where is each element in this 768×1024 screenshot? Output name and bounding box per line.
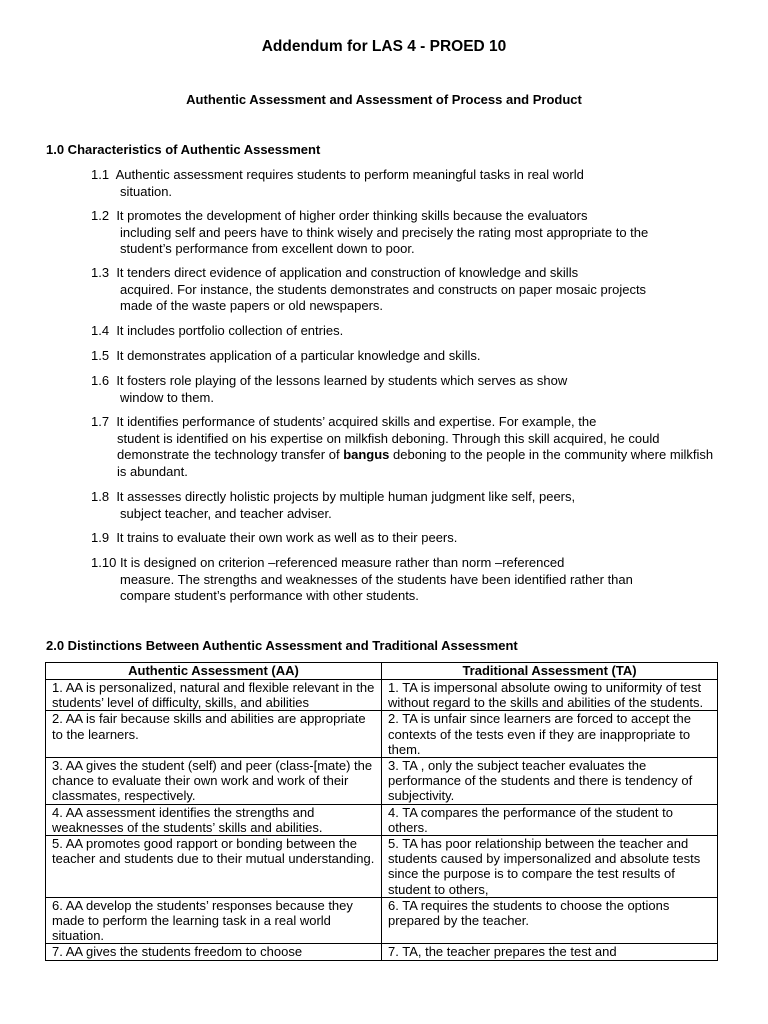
- table-row: [46, 804, 718, 835]
- item-text-continued: acquired. For instance, the students demonstrates and constructs on paper mosaic projects made of the waste papers or old newspapers.: [120, 281, 647, 313]
- item-number: 1.10: [91, 555, 117, 570]
- table-row: [46, 836, 718, 898]
- list-item-1-9: [91, 530, 731, 547]
- distinctions-table: [45, 662, 718, 961]
- column-header-authentic: Authentic Assessment (AA): [46, 663, 382, 680]
- item-text: It assesses directly holistic projects by multiple human judgment like self, peers,: [116, 489, 576, 504]
- item-text-continued: subject teacher, and teacher adviser.: [120, 505, 332, 521]
- table-cell: 4. TA compares the performance of the student to others.: [382, 804, 718, 835]
- list-item-1-3: [91, 265, 731, 315]
- table-cell: 3. AA gives the student (self) and peer (class-[mate) the chance to evaluate their own work and work of their classmates, respectively.: [46, 758, 382, 805]
- item-number: 1.9: [91, 530, 110, 545]
- item-text: It promotes the development of higher order thinking skills because the evaluators: [116, 208, 588, 223]
- list-item-1-8: [91, 489, 731, 522]
- emphasized-term: bangus: [343, 447, 390, 462]
- item-text-continued: including self and peers have to think wisely and precisely the rating most appropriate to the student’s performance from excellent down to poor.: [120, 224, 649, 256]
- item-text: Authentic assessment requires students to perform meaningful tasks in real world: [115, 167, 584, 182]
- item-number: 1.1: [91, 167, 110, 182]
- table-row: [46, 711, 718, 758]
- item-number: 1.5: [91, 348, 110, 363]
- item-number: 1.2: [91, 208, 110, 223]
- table-cell: 6. TA requires the students to choose the options prepared by the teacher.: [382, 897, 718, 944]
- item-number: 1.3: [91, 265, 110, 280]
- item-text: It is designed on criterion –referenced measure rather than norm –referenced: [119, 555, 565, 570]
- list-item-1-4: [91, 323, 731, 340]
- table-cell: 2. AA is fair because skills and abilities are appropriate to the learners.: [46, 711, 382, 758]
- item-text: It fosters role playing of the lessons learned by students which serves as show: [116, 373, 568, 388]
- item-text-continued: situation.: [120, 183, 173, 199]
- item-text-continued: measure. The strengths and weaknesses of the students have been identified rather than compare student’s performance with other students.: [120, 571, 633, 603]
- item-text: It demonstrates application of a particular knowledge and skills.: [116, 348, 481, 363]
- list-item-1-5: [91, 348, 731, 365]
- item-number: 1.8: [91, 489, 110, 504]
- item-text-continued: window to them.: [120, 389, 214, 405]
- list-item-1-7: [91, 414, 731, 480]
- item-text: It includes portfolio collection of entries.: [116, 323, 344, 338]
- table-header-row: [46, 663, 718, 680]
- table-cell: 1. TA is impersonal absolute owing to uniformity of test without regard to the skills and abilities of the students.: [382, 680, 718, 711]
- table-cell: 7. TA, the teacher prepares the test and: [382, 944, 718, 960]
- table-row: [46, 944, 718, 960]
- column-header-traditional: Traditional Assessment (TA): [382, 663, 718, 680]
- table-cell: 5. TA has poor relationship between the teacher and students caused by impersonalized and absolute tests since the purpose is to compare the test results of student to others,: [382, 836, 718, 898]
- table-row: [46, 897, 718, 944]
- section-2-heading: 2.0 Distinctions Between Authentic Assessment and Traditional Assessment: [46, 638, 518, 653]
- table-row: [46, 758, 718, 805]
- table-cell: 3. TA , only the subject teacher evaluates the performance of the students and there is tendency of subjectivity.: [382, 758, 718, 805]
- list-item-1-1: [91, 167, 731, 200]
- item-number: 1.6: [91, 373, 110, 388]
- document-title: Addendum for LAS 4 - PROED 10: [261, 38, 507, 55]
- list-item-1-6: [91, 373, 731, 406]
- document-subtitle: Authentic Assessment and Assessment of Process and Product: [186, 92, 582, 107]
- item-number: 1.7: [91, 414, 110, 429]
- section-1-heading: 1.0 Characteristics of Authentic Assessment: [46, 142, 321, 157]
- item-text: It tenders direct evidence of application and construction of knowledge and skills: [116, 265, 579, 280]
- list-item-1-2: [91, 208, 731, 258]
- table-cell: 7. AA gives the students freedom to choose: [46, 944, 382, 960]
- table-cell: 5. AA promotes good rapport or bonding between the teacher and students due to their mutual understanding.: [46, 836, 382, 898]
- table-cell: 6. AA develop the students’ responses because they made to perform the learning task in a real world situation.: [46, 897, 382, 944]
- item-text: It identifies performance of students’ acquired skills and expertise. For example, the: [116, 414, 597, 429]
- item-text-continued: student is identified on his expertise on milkfish deboning. Through this skill acquired, he could demonstrate the technology transfer of: [117, 430, 660, 462]
- item-text: It trains to evaluate their own work as well as to their peers.: [116, 530, 458, 545]
- item-number: 1.4: [91, 323, 110, 338]
- table-row: [46, 680, 718, 711]
- table-cell: 4. AA assessment identifies the strengths and weaknesses of the students’ skills and abilities.: [46, 804, 382, 835]
- table-cell: 2. TA is unfair since learners are forced to accept the contexts of the tests even if they are inappropriate to them.: [382, 711, 718, 758]
- item-text-continued-end: deboning to the people in the community where milkfish is abundant.: [117, 447, 714, 479]
- list-item-1-10: [91, 555, 731, 605]
- table-cell: 1. AA is personalized, natural and flexible relevant in the students’ level of difficulty, skills, and abilities: [46, 680, 382, 711]
